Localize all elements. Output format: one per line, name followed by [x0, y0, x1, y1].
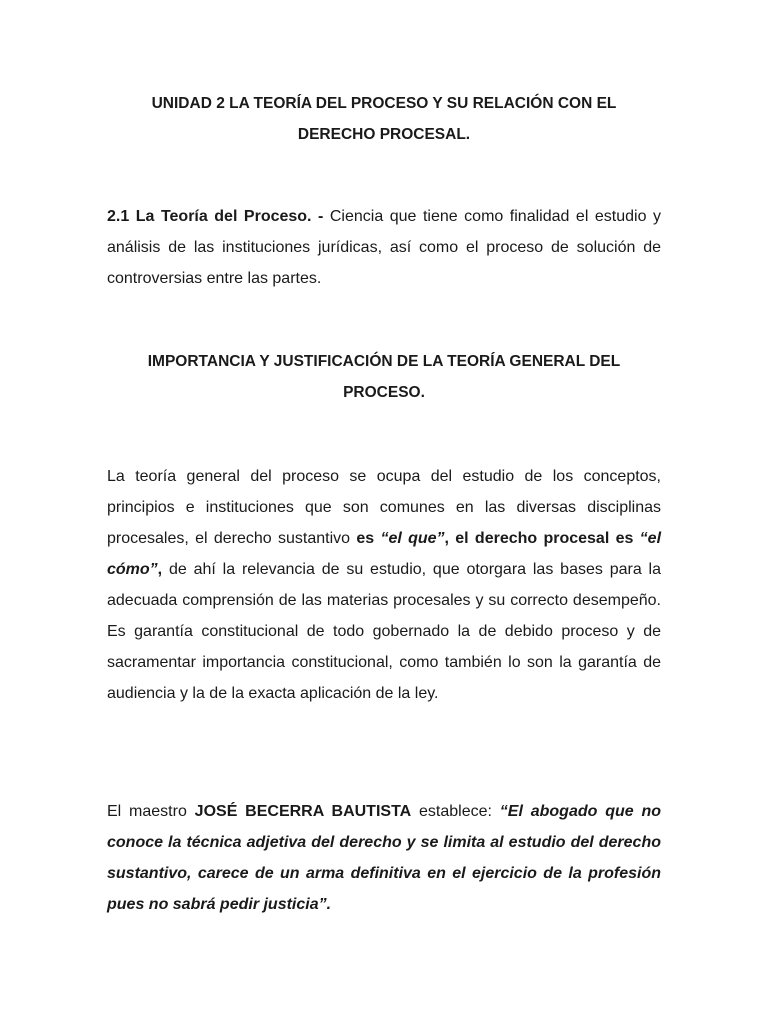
importance-bold-3: , — [157, 561, 163, 578]
section-2-1-text: Ciencia que tiene como finalidad el estudio y análisis de las instituciones jurídicas, así como el proceso de solución de controversias entre las partes. — [107, 208, 662, 287]
quote-author: JOSÉ BECERRA BAUTISTA — [194, 803, 412, 820]
importance-text-1: La teoría general del proceso se ocupa del estudio de los conceptos, principios e instituciones que son comunes en las diversas disciplinas procesales, el derecho sustantivo — [107, 468, 661, 547]
quote-paragraph — [107, 796, 661, 920]
importance-paragraph — [107, 461, 661, 709]
unit-title-line-2: DERECHO PROCESAL. — [297, 126, 471, 143]
importance-heading-line-2: PROCESO. — [343, 384, 425, 401]
section-2-1-label: 2.1 La Teoría del Proceso. - — [107, 208, 324, 225]
section-2-1-paragraph — [107, 201, 661, 294]
importance-heading — [107, 346, 661, 408]
importance-heading-line-1: IMPORTANCIA Y JUSTIFICACIÓN DE LA TEORÍA GENERAL DEL — [147, 353, 621, 370]
importance-text-2: de ahí la relevancia de su estudio, que otorgara las bases para la adecuada comprensión de las materias procesales y su correcto desempeño. Es garantía constitucional de todo gobernado la de debido proceso y de sacramentar importancia constitucional, como también lo son la garantía de audiencia y la de la exacta aplicación de la ley. — [107, 561, 661, 702]
unit-title-line-1: UNIDAD 2 LA TEORÍA DEL PROCESO Y SU RELACIÓN CON EL — [151, 95, 617, 112]
importance-bold-2: , el derecho procesal es — [444, 530, 640, 547]
importance-bold-1: es — [356, 530, 381, 547]
unit-title — [107, 88, 661, 150]
importance-bold-italic-2: “el cómo” — [107, 530, 662, 578]
quote-verb: establece: — [411, 803, 500, 820]
quote-text: “El abogado que no conoce la técnica adjetiva del derecho y se limita al estudio del derecho sustantivo, carece de un arma definitiva en el ejercicio de la profesión pues no sabrá pedir justicia”. — [107, 803, 662, 913]
importance-bold-italic-1: “el que” — [380, 530, 445, 547]
quote-intro: El maestro — [107, 803, 195, 820]
